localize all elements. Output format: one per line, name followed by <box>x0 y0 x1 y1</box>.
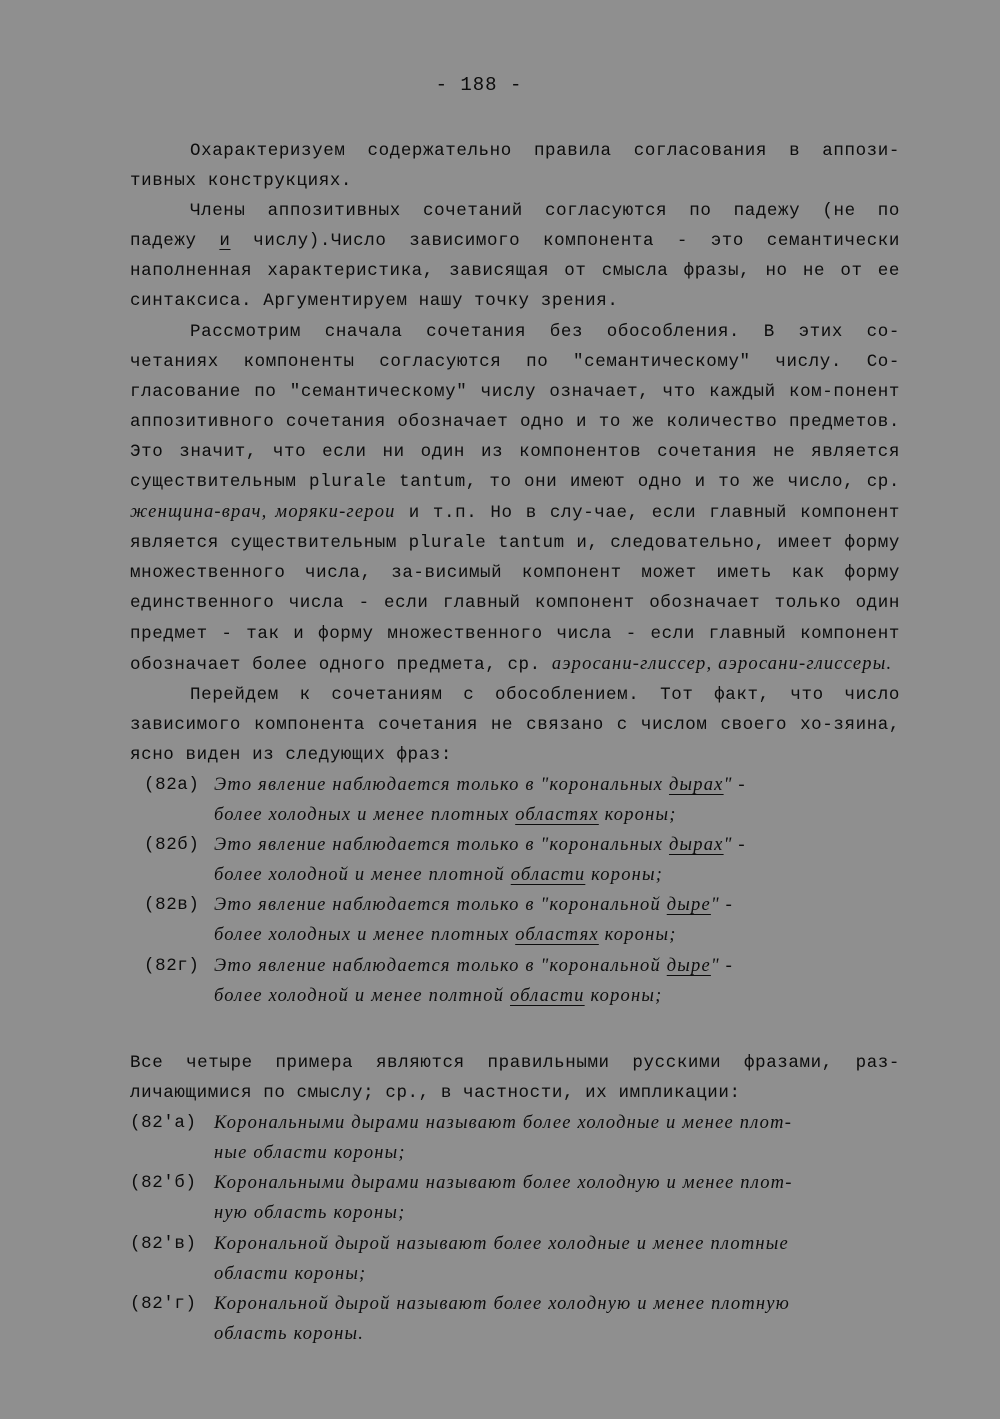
example-text <box>214 1229 900 1289</box>
text-run: " - <box>710 955 734 976</box>
text-run: короны; <box>584 985 663 1006</box>
example-text <box>214 1289 900 1349</box>
italic-example: женщина-врач, моряки-герои <box>130 502 396 523</box>
underlined-word: дыре <box>666 955 711 976</box>
underlined-word: области <box>510 865 586 886</box>
italic-example: аэросани-глиссер, аэросани-глиссеры. <box>551 653 893 674</box>
example-item <box>130 830 900 890</box>
underlined-word: областях <box>515 925 599 946</box>
example-line <box>214 770 900 800</box>
implication-text-block <box>130 1048 900 1349</box>
text-run: " - <box>710 895 734 916</box>
example-list-82 <box>130 770 900 1011</box>
underlined-word: дырах <box>668 835 724 856</box>
underlined-word: и <box>219 231 231 252</box>
example-label: (82'а) <box>130 1113 197 1134</box>
example-line <box>214 830 900 860</box>
text-run: и т.п. Но в слу-чае, если главный компонент является существительным plurale tantum и, следовательно, имеет форму множественного числа, за-висимый компонент может иметь как форму единственного числа - если главный компонент обозначает только один предмет - так и форму множественного числа - если главный компонент обозначает более одного предмета, ср. <box>130 503 901 675</box>
text-run: более холодных и менее плотных <box>214 805 516 826</box>
text-run: короны; <box>598 805 677 826</box>
example-line: области короны; <box>214 1263 367 1284</box>
example-line <box>214 920 900 950</box>
example-item <box>130 1229 900 1289</box>
text-run: короны; <box>598 925 677 946</box>
text-run: Это явление наблюдается только в "корональной <box>214 955 667 976</box>
example-list-82-prime <box>130 1108 900 1349</box>
example-text <box>214 770 900 830</box>
example-line: Корональными дырами называют более холодные и менее плот- <box>214 1113 793 1134</box>
example-item <box>130 770 900 830</box>
example-label: (82в) <box>144 895 200 916</box>
example-line: ные области короны; <box>214 1143 406 1164</box>
text-run: более холодной и менее плотной <box>214 865 511 886</box>
example-line: Корональной дырой называют более холодную и менее плотную <box>214 1293 790 1314</box>
text-run: числу).Число зависимого компонента - это семантически наполненная характеристика, зависящая от смысла фразы, но не от ее синтаксиса. Аргументируем нашу точку зрения. <box>130 231 900 312</box>
example-text <box>214 951 900 1011</box>
text-run: более холодных и менее плотных <box>214 925 516 946</box>
text-run: Рассмотрим сначала сочетания без обособления. В этих со-четаниях компоненты согласуются по "семантическому" числу. Со-гласование по "семантическому" числу означает, что каждый ком-понент аппозитивного сочетания обозначает одно и то же количество предметов. Это значит, что если ни один из компонентов сочетания не является существительным plurale tantum, то они имеют одно и то же число, ср. <box>130 321 900 493</box>
text-run: " - <box>723 774 746 795</box>
example-line <box>214 800 900 830</box>
example-text <box>214 830 900 890</box>
summary-paragraph: Все четыре примера являются правильными русскими фразами, раз-личающимися по смыслу; ср., в частности, их импликации: <box>130 1053 900 1104</box>
underlined-word: дырах <box>668 774 724 795</box>
example-line <box>214 860 900 890</box>
example-item <box>130 1289 900 1349</box>
example-item <box>130 1168 900 1228</box>
paragraph <box>130 680 900 770</box>
example-line <box>214 890 900 920</box>
example-item <box>130 951 900 1011</box>
text-run: короны; <box>585 865 664 886</box>
text-run: Это явление наблюдается только в "корональных <box>214 835 669 856</box>
paragraph <box>130 196 900 316</box>
example-label: (82а) <box>144 774 200 795</box>
text-run: Перейдем к сочетаниям с обособлением. Тот факт, что число зависимого компонента сочетания не связано с числом своего хо-зяина, ясно виден из следующих фраз: <box>130 684 900 765</box>
example-label: (82г) <box>144 955 200 976</box>
example-text <box>214 890 900 950</box>
underlined-word: областях <box>515 805 599 826</box>
example-line: Корональными дырами называют более холодную и менее плот- <box>214 1173 793 1194</box>
example-label: (82'в) <box>130 1233 197 1254</box>
text-run: Члены аппозитивных сочетаний согласуются по падежу (не по падежу <box>130 201 900 252</box>
text-run: Это явление наблюдается только в "корональной <box>214 895 667 916</box>
example-line <box>214 951 900 981</box>
paragraph <box>130 136 900 196</box>
main-text-block <box>130 136 900 1011</box>
example-text <box>214 1108 900 1168</box>
underlined-word: дыре <box>666 895 711 916</box>
example-label: (82б) <box>144 835 200 856</box>
text-run: Охарактеризуем содержательно правила согласования в аппози-тивных конструкциях. <box>130 141 900 192</box>
example-line: Корональной дырой называют более холодные и менее плотные <box>214 1233 789 1254</box>
example-line: ную область короны; <box>214 1203 406 1224</box>
example-label: (82'б) <box>130 1173 197 1194</box>
underlined-word: области <box>510 985 585 1006</box>
paragraph <box>130 317 900 680</box>
example-line: область короны. <box>214 1323 365 1344</box>
page-number: - 188 - <box>435 74 523 96</box>
example-text <box>214 1168 900 1228</box>
example-line <box>214 981 900 1011</box>
example-item <box>130 1108 900 1168</box>
example-label: (82'г) <box>130 1293 197 1314</box>
example-item <box>130 890 900 950</box>
text-run: " - <box>723 835 746 856</box>
text-run: более холодной и менее полтной <box>214 985 511 1006</box>
text-run: Это явление наблюдается только в "корональных <box>214 774 669 795</box>
